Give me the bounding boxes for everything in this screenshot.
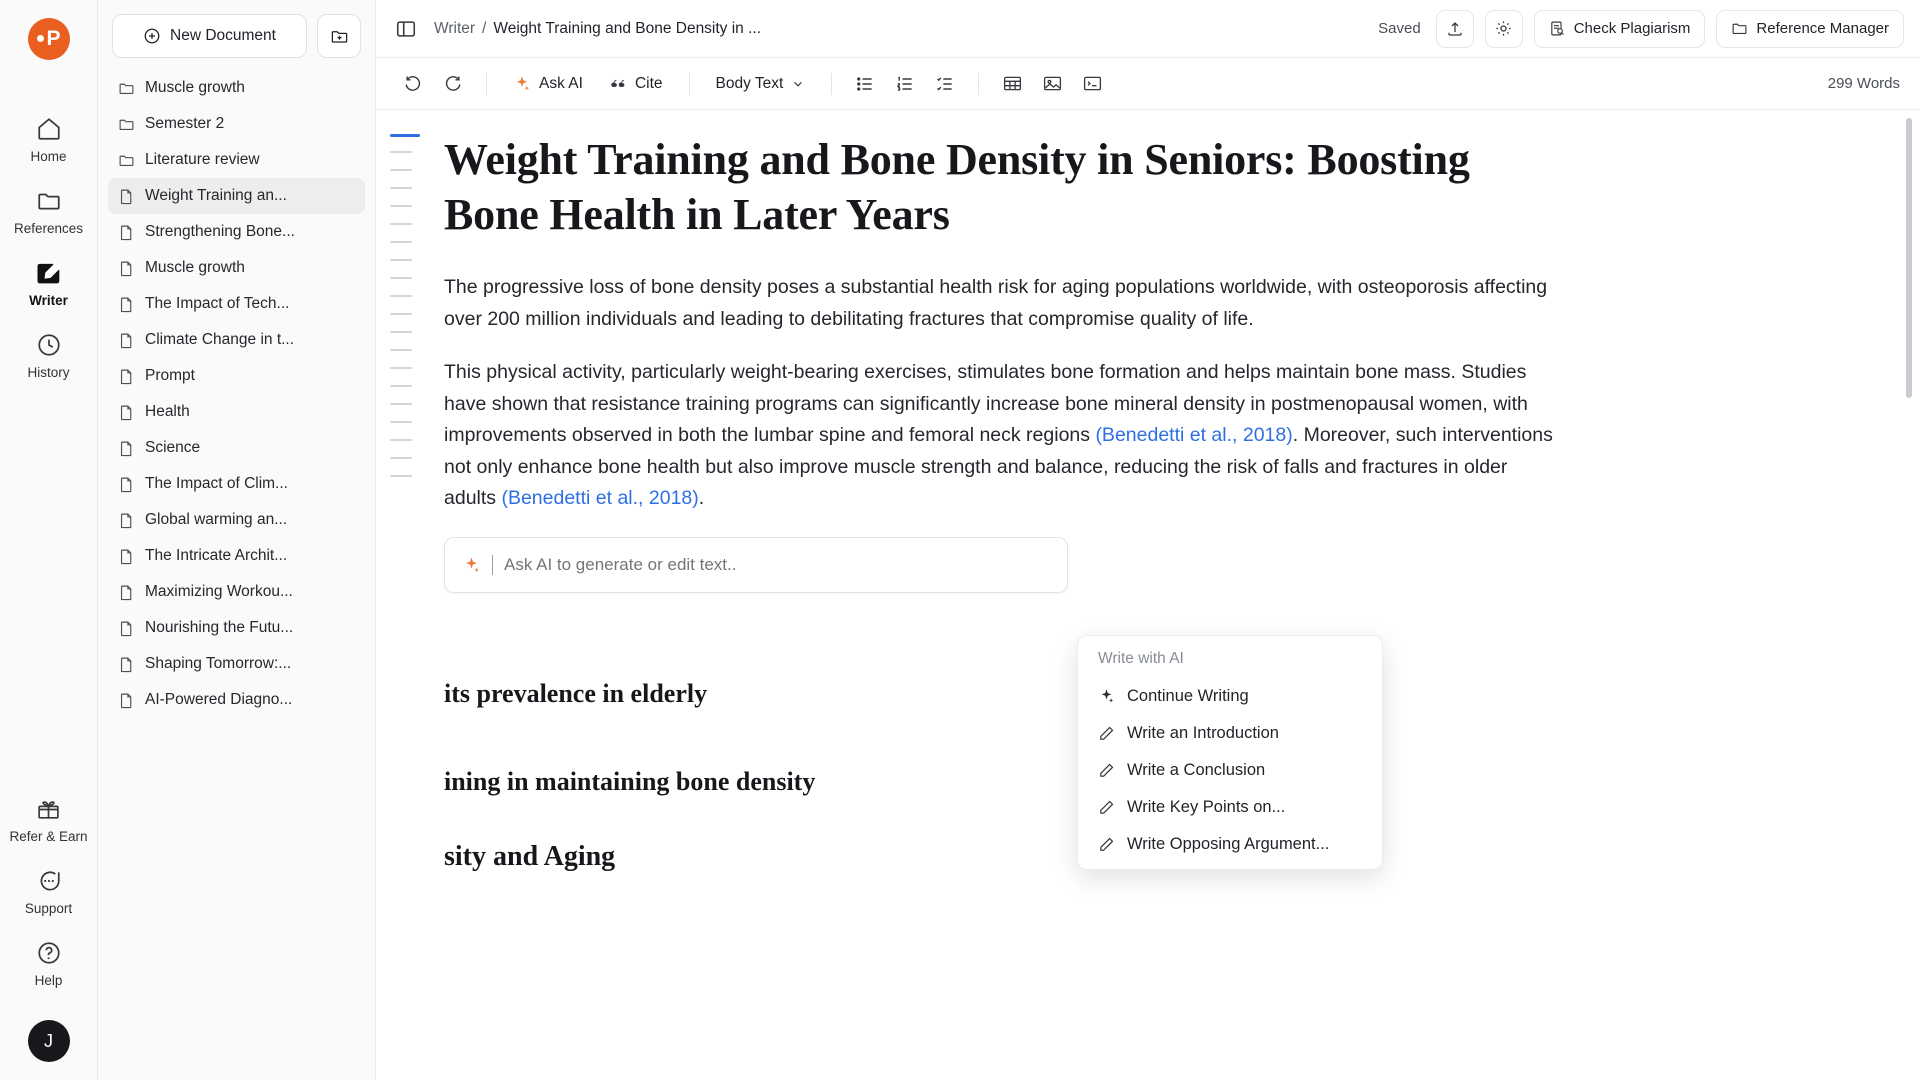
sidebar-item-label: Prompt: [145, 367, 195, 384]
sidebar-item-label: AI-Powered Diagno...: [145, 691, 293, 708]
writer-icon: [34, 258, 64, 288]
minimap-line: [390, 187, 412, 189]
text-style-dropdown[interactable]: [706, 67, 816, 101]
check-plagiarism-label: Check Plagiarism: [1573, 20, 1691, 37]
sidebar-item-label: Strengthening Bone...: [145, 223, 295, 240]
document-paragraph-1: The progressive loss of bone density poses a substantial health risk for aging populations worldwide, with osteoporosis affecting over 200 million individuals and leading to debilitating fractures that compromise quality of life.: [444, 276, 1548, 330]
sidebar-item-label: Muscle growth: [145, 79, 245, 96]
sidebar-item-label: Global warming an...: [145, 511, 288, 528]
rail-item-help-label: Help: [34, 973, 63, 988]
minimap-line: [390, 169, 412, 171]
minimap-line: [390, 223, 412, 225]
document-heading-3: sity and Aging: [444, 841, 616, 873]
minimap-line: [390, 295, 412, 297]
sidebar-item[interactable]: [108, 214, 365, 250]
numbered-list-button[interactable]: [888, 67, 922, 101]
pencil-icon: [1098, 836, 1115, 853]
minimap-line: [390, 457, 412, 459]
logo-dot: [37, 35, 44, 42]
sidebar-item[interactable]: [108, 322, 365, 358]
toolbar-divider-4: [978, 73, 979, 95]
document-icon: [118, 620, 135, 637]
ai-menu-item-label: Continue Writing: [1127, 687, 1249, 705]
ai-menu-item-label: Write Key Points on...: [1127, 798, 1286, 816]
editor-scrollbar-thumb[interactable]: [1906, 118, 1912, 398]
minimap-line: [390, 385, 412, 387]
sidebar-item[interactable]: [108, 286, 365, 322]
breadcrumb-root[interactable]: Writer: [434, 19, 476, 37]
check-list-button[interactable]: [928, 67, 962, 101]
insert-image-button[interactable]: [1035, 67, 1069, 101]
toolbar-divider: [486, 73, 487, 95]
breadcrumb-separator: /: [482, 19, 487, 37]
minimap-line: [390, 367, 412, 369]
minimap-line: [390, 259, 412, 261]
sidebar-item[interactable]: [108, 646, 365, 682]
document-icon: [118, 440, 135, 457]
minimap-line: [390, 403, 412, 405]
avatar-letter: J: [44, 1030, 53, 1051]
ask-ai-button[interactable]: [503, 67, 593, 101]
reference-folder-icon: [1731, 20, 1748, 37]
document-heading-1: its prevalence in elderly: [444, 679, 708, 709]
minimap-line: [390, 475, 412, 477]
sidebar-item-selected[interactable]: [108, 178, 365, 214]
sidebar-item[interactable]: [108, 574, 365, 610]
rail-item-history[interactable]: [0, 318, 97, 390]
sidebar-item[interactable]: [108, 106, 365, 142]
gear-icon: [1494, 19, 1513, 38]
document-icon: [118, 404, 135, 421]
clock-icon: [34, 330, 64, 360]
minimap-line: [390, 151, 412, 153]
ai-menu-item[interactable]: [1078, 826, 1382, 863]
sidebar-item[interactable]: [108, 682, 365, 718]
folder-icon: [118, 116, 135, 133]
sidebar-item[interactable]: [108, 538, 365, 574]
document-canvas[interactable]: [444, 110, 1624, 1080]
ai-menu-group-label: Write with AI: [1098, 650, 1184, 667]
toolbar-divider-3: [831, 73, 832, 95]
redo-icon: [443, 74, 463, 94]
new-folder-button[interactable]: [317, 14, 361, 58]
sidebar-item-label: Shaping Tomorrow:...: [145, 655, 292, 672]
sidebar-item[interactable]: [108, 466, 365, 502]
new-document-button[interactable]: [112, 14, 307, 58]
sidebar-item[interactable]: [108, 70, 365, 106]
pencil-icon: [1098, 725, 1115, 742]
document-paragraph-2: [444, 357, 1564, 515]
word-count: 299 Words: [1827, 75, 1900, 92]
breadcrumb: [434, 20, 761, 38]
sparkle-icon: [1098, 688, 1115, 705]
chat-icon: [34, 866, 64, 896]
bullet-list-icon: [855, 74, 875, 94]
gift-icon: [34, 794, 64, 824]
ask-ai-input-box[interactable]: [444, 537, 1068, 593]
minimap-active-bar: [390, 134, 420, 137]
sidebar-item-label: Literature review: [145, 151, 260, 168]
plagiarism-icon: [1549, 20, 1566, 37]
new-folder-icon: [330, 27, 349, 46]
top-bar: [376, 0, 1920, 58]
folder-icon: [118, 152, 135, 169]
check-list-icon: [935, 74, 955, 94]
pencil-icon: [1098, 762, 1115, 779]
ai-menu-item-label: Write a Conclusion: [1127, 761, 1266, 779]
rail-item-refer-earn[interactable]: [0, 782, 97, 854]
minimap-line: [390, 349, 412, 351]
document-title: Weight Training and Bone Density in Seniors: Boosting Bone Health in Later Years: [444, 135, 1470, 239]
sidebar-item-label: Health: [145, 403, 190, 420]
sidebar-item-label: Climate Change in t...: [145, 331, 295, 348]
document-icon: [118, 332, 135, 349]
rail-nav: [0, 102, 97, 390]
app-rail: [0, 0, 98, 1080]
rail-bottom-nav: [0, 782, 97, 1080]
plus-circle-icon: [143, 27, 161, 45]
help-icon: [34, 938, 64, 968]
panel-toggle-icon[interactable]: [390, 13, 422, 45]
reference-manager-button[interactable]: [1716, 10, 1904, 48]
document-icon: [118, 476, 135, 493]
rail-item-home[interactable]: [0, 102, 97, 174]
minimap-line: [390, 331, 412, 333]
rail-item-refer-earn-label: Refer & Earn: [9, 829, 88, 844]
quote-icon: [609, 75, 627, 93]
chevron-down-icon: [791, 77, 805, 91]
rail-item-writer-label: Writer: [29, 293, 68, 308]
minimap-line: [390, 277, 412, 279]
pencil-icon: [1098, 799, 1115, 816]
ai-menu-item[interactable]: [1078, 752, 1382, 789]
sidebar-item[interactable]: [108, 430, 365, 466]
document-icon: [118, 368, 135, 385]
text-style-label: Body Text: [715, 74, 784, 92]
document-icon: [118, 512, 135, 529]
document-icon: [118, 224, 135, 241]
breadcrumb-current: Weight Training and Bone Density in ...: [493, 19, 762, 37]
top-bar-actions: [1378, 10, 1904, 48]
rail-item-history-label: History: [27, 365, 70, 380]
new-document-label: New Document: [170, 27, 276, 44]
paragraph-2-text-b: . Moreover, such interventions not only enhance bone health but also improve muscle strength and balance, reducing the risk of falls and fractures in older adults: [444, 424, 1553, 510]
document-icon: [118, 656, 135, 673]
home-icon: [34, 114, 64, 144]
ai-menu-item[interactable]: [1078, 678, 1382, 715]
sidebar-item-label: The Impact of Tech...: [145, 295, 290, 312]
avatar[interactable]: [28, 1020, 70, 1062]
undo-icon: [403, 74, 423, 94]
folder-icon: [34, 186, 64, 216]
sidebar-item[interactable]: [108, 142, 365, 178]
settings-button[interactable]: [1485, 10, 1523, 48]
sidebar-item-list: [98, 64, 375, 1080]
citation-link-2[interactable]: (Benedetti et al., 2018): [501, 487, 699, 510]
minimap-line: [390, 241, 412, 243]
sidebar-actions: [98, 0, 375, 64]
bullet-list-button[interactable]: [848, 67, 882, 101]
paragraph-2-text-c: .: [698, 487, 705, 510]
document-icon: [118, 188, 135, 205]
folder-icon: [118, 80, 135, 97]
document-minimap[interactable]: [376, 110, 444, 1080]
rail-item-writer[interactable]: [0, 246, 97, 318]
sidebar-item-label: The Intricate Archit...: [145, 547, 288, 564]
sidebar-item-label: Muscle growth: [145, 259, 245, 276]
rail-item-references[interactable]: [0, 174, 97, 246]
text-caret: [492, 555, 493, 575]
logo-letter: P: [46, 27, 61, 50]
ai-suggestions-menu: [1077, 635, 1383, 870]
numbered-list-icon: [895, 74, 915, 94]
citation-link-1[interactable]: (Benedetti et al., 2018): [1095, 424, 1293, 447]
sidebar-item[interactable]: [108, 610, 365, 646]
sidebar-item[interactable]: [108, 394, 365, 430]
ask-ai-input[interactable]: [504, 555, 1050, 575]
ai-menu-item[interactable]: [1078, 789, 1382, 826]
minimap-line: [390, 439, 412, 441]
cite-button[interactable]: [599, 67, 673, 101]
table-icon: [1002, 73, 1023, 94]
upload-icon: [1446, 20, 1464, 38]
app-logo[interactable]: [28, 18, 70, 60]
sidebar-item-label: Semester 2: [145, 115, 225, 132]
document-icon: [118, 296, 135, 313]
ai-menu-item-label: Write Opposing Argument...: [1127, 835, 1330, 853]
ai-menu-item-label: Write an Introduction: [1127, 724, 1279, 742]
reference-manager-label: Reference Manager: [1756, 20, 1889, 37]
sidebar-item-label: Maximizing Workou...: [145, 583, 293, 600]
sidebar-item[interactable]: [108, 502, 365, 538]
code-block-icon: [1082, 73, 1103, 94]
rail-item-support[interactable]: [0, 854, 97, 926]
rail-item-home-label: Home: [30, 149, 67, 164]
ask-ai-label: Ask AI: [539, 74, 583, 92]
sidebar-item[interactable]: [108, 250, 365, 286]
undo-button[interactable]: [396, 67, 430, 101]
main-area: [376, 0, 1920, 1080]
editor-area: [376, 110, 1920, 1080]
document-icon: [118, 260, 135, 277]
sidebar-item-label: The Impact of Clim...: [145, 475, 288, 492]
toolbar-divider-2: [689, 73, 690, 95]
rail-item-support-label: Support: [24, 901, 73, 916]
sparkle-icon: [513, 75, 531, 93]
document-icon: [118, 692, 135, 709]
document-sidebar: [98, 0, 376, 1080]
share-button[interactable]: [1436, 10, 1474, 48]
image-icon: [1042, 73, 1063, 94]
ai-menu-item[interactable]: [1078, 715, 1382, 752]
insert-table-button[interactable]: [995, 67, 1029, 101]
document-heading-2: ining in maintaining bone density: [444, 767, 816, 797]
minimap-line: [390, 421, 412, 423]
rail-item-references-label: References: [13, 221, 84, 236]
redo-button[interactable]: [436, 67, 470, 101]
document-icon: [118, 584, 135, 601]
cite-label: Cite: [634, 74, 663, 92]
sidebar-item-label: Science: [145, 439, 201, 456]
paragraph-2-text-a: This physical activity, particularly weight-bearing exercises, stimulates bone formation and helps maintain bone mass. Studies have shown that resistance training programs can significantly increase bone mineral density in postmenopausal women, with improvements observed in both the lumbar spine and femoral neck regions: [444, 361, 1528, 447]
sidebar-item[interactable]: [108, 358, 365, 394]
sparkle-icon: [462, 556, 481, 575]
check-plagiarism-button[interactable]: [1534, 10, 1706, 48]
sidebar-item-label: Nourishing the Futu...: [145, 619, 294, 636]
minimap-line: [390, 205, 412, 207]
sidebar-item-label: Weight Training an...: [145, 187, 287, 204]
insert-code-block-button[interactable]: [1075, 67, 1109, 101]
editor-toolbar: [376, 58, 1920, 110]
save-status: Saved: [1378, 20, 1421, 37]
minimap-line: [390, 313, 412, 315]
editor-scrollbar-track[interactable]: [1910, 110, 1916, 1080]
rail-item-help[interactable]: [0, 926, 97, 998]
document-icon: [118, 548, 135, 565]
